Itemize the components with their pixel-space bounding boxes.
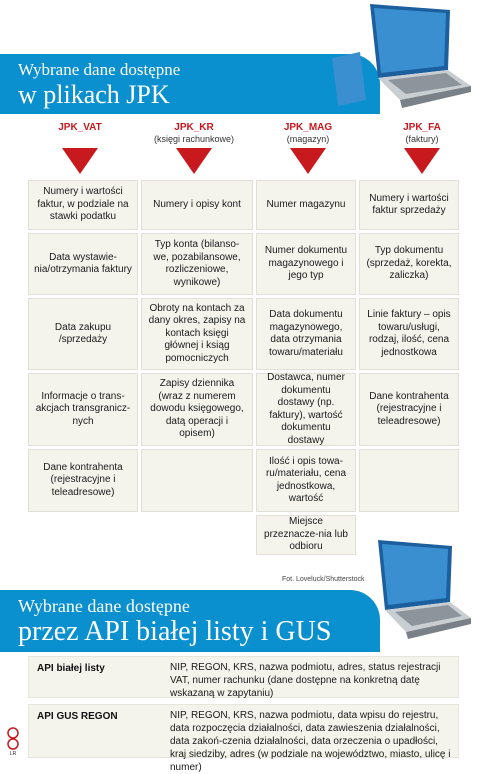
photo-credit: Fot. Loveluck/Shutterstock <box>282 576 365 583</box>
jpk-vat-cell: Numery i wartości faktur, w podziale na stawki podatku <box>28 180 138 230</box>
jpk-kr-cell: Zapisy dziennika (wraz z numerem dowodu księgowego, datą operacji i opisem) <box>141 373 253 446</box>
jpk-mag-cell: Data dokumentu magazynowego, data otrzymania towaru/materiału <box>256 298 356 370</box>
api-row-gus-regon <box>28 704 459 773</box>
jpk-mag-cell: Ilość i opis towa-ru/materiału, cena jednostkowa, wartość <box>256 449 356 512</box>
jpk-vat-cell: Data zakupu /sprzedaży <box>28 298 138 370</box>
api-description: NIP, REGON, KRS, nazwa podmiotu, data wpisu do rejestru, data rozpoczęcia działalności, data zawieszenia działalności, data zakoń-czenia działalności, data orzeczenia o upadłości, kraj siedziby, adres (w podziale na województwo, miasto, ulicę i numer) <box>170 710 451 773</box>
jpk-fa-cell-empty <box>359 449 459 512</box>
jpk-kr-cell: Obroty na kontach za dany okres, zapisy na kontach księgi głównej i ksiąg pomocniczych <box>141 298 253 370</box>
jpk-kr-cell: Numery i opisy kont <box>141 180 253 230</box>
header-line1: Wybrane dane dostępne <box>18 60 181 79</box>
jpk-vat-cell: Dane kontrahenta (rejestracyjne i teleadresowe) <box>28 449 138 512</box>
column-sub: (magazyn) <box>286 134 330 144</box>
jpk-fa-cell: Typ dokumentu (sprzedaż, korekta, zaliczka) <box>359 233 459 295</box>
jpk-mag-cell: Miejsce przeznacze-nia lub odbioru <box>256 515 356 555</box>
api-label: API białej listy <box>37 663 105 674</box>
column-heading-jpk-fa <box>366 122 478 144</box>
laptop-icon <box>340 536 471 642</box>
api-description: NIP, REGON, KRS, nazwa podmiotu, adres, status rejestracji VAT, numer rachunku (dane dostępne na konkretną datę wskazaną w zapytaniu) <box>170 662 441 699</box>
down-arrow-icon <box>62 148 98 174</box>
jpk-mag-cell: Numer magazynu <box>256 180 356 230</box>
side-mark-text: LR <box>9 751 17 757</box>
jpk-kr-cell: Typ konta (bilanso-we, pozabilansowe, rozliczeniowe, wynikowe) <box>141 233 253 295</box>
jpk-vat-cell: Data wystawie-nia/otrzymania faktury <box>28 233 138 295</box>
jpk-vat-cell: Informacje o trans-akcjach transgranicz-nych <box>28 373 138 446</box>
column-heading-jpk-vat <box>24 122 136 134</box>
header-line1: Wybrane dane dostępne <box>18 596 190 616</box>
column-name: JPK_FA <box>403 122 441 133</box>
jpk-fa-cell: Numery i wartości faktur sprzedaży <box>359 180 459 230</box>
jpk-mag-cell: Dostawca, numer dokumentu dostawy (np. faktury), wartość dokumentu dostawy <box>256 373 356 446</box>
jpk-mag-cell: Numer dokumentu magazynowego i jego typ <box>256 233 356 295</box>
header-banner-api <box>0 590 380 652</box>
column-name: JPK_VAT <box>58 122 102 133</box>
header-banner-jpk <box>0 54 380 114</box>
publisher-logo-icon <box>6 726 20 756</box>
down-arrow-icon <box>290 148 326 174</box>
header-line2: przez API białej listy i GUS <box>18 616 332 647</box>
header-line2: w plikach JPK <box>18 80 170 109</box>
jpk-kr-cell-empty <box>141 449 253 512</box>
column-sub: (księgi rachunkowe) <box>153 134 235 144</box>
down-arrow-icon <box>176 148 212 174</box>
jpk-fa-cell: Dane kontrahenta (rejestracyjne i teleadresowe) <box>359 373 459 446</box>
column-sub: (faktury) <box>405 134 439 144</box>
column-name: JPK_MAG <box>283 122 333 133</box>
api-label: API GUS REGON <box>37 711 118 722</box>
column-heading-jpk-kr <box>138 122 250 144</box>
jpk-fa-cell: Linie faktury – opis towaru/usługi, rodzaj, ilość, cena jednostkowa <box>359 298 459 370</box>
laptop-icon <box>330 0 471 112</box>
down-arrow-icon <box>404 148 440 174</box>
api-row-white-list <box>28 656 459 698</box>
column-name: JPK_KR <box>174 122 214 133</box>
column-heading-jpk-mag <box>252 122 364 144</box>
